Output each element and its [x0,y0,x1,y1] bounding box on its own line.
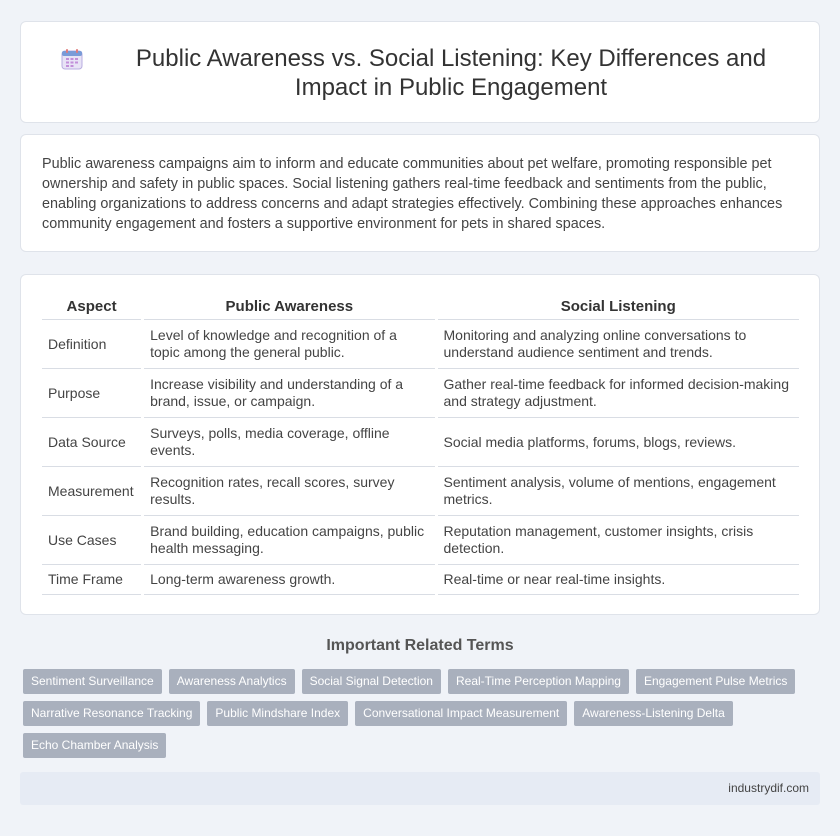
footer-site-link[interactable]: industrydif.com [728,781,809,795]
related-term-tag[interactable]: Awareness Analytics [169,669,295,694]
row-public-awareness: Increase visibility and understanding of a brand, issue, or campaign. [144,369,434,418]
table-header-row [42,294,799,320]
related-terms-list [23,669,823,765]
row-aspect: Definition [42,320,141,369]
row-public-awareness: Long-term awareness growth. [144,565,434,595]
title-card [20,21,820,123]
table-row [42,369,799,418]
row-social-listening: Monitoring and analyzing online conversations to understand audience sentiment and trends. [438,320,800,369]
related-term-tag[interactable]: Engagement Pulse Metrics [636,669,795,694]
related-terms-heading: Important Related Terms [326,637,514,654]
related-term-tag[interactable]: Public Mindshare Index [207,701,348,726]
row-social-listening: Social media platforms, forums, blogs, reviews. [438,418,800,467]
column-header-social-listening: Social Listening [438,294,800,320]
table-row [42,565,799,595]
row-aspect: Purpose [42,369,141,418]
row-public-awareness: Surveys, polls, media coverage, offline events. [144,418,434,467]
related-term-tag[interactable]: Real-Time Perception Mapping [448,669,629,694]
row-social-listening: Real-time or near real-time insights. [438,565,800,595]
column-header-public-awareness: Public Awareness [144,294,434,320]
column-header-aspect: Aspect [42,294,141,320]
row-aspect: Measurement [42,467,141,516]
row-public-awareness: Level of knowledge and recognition of a topic among the general public. [144,320,434,369]
related-term-tag[interactable]: Conversational Impact Measurement [355,701,567,726]
row-aspect: Data Source [42,418,141,467]
row-aspect: Use Cases [42,516,141,565]
row-public-awareness: Recognition rates, recall scores, survey results. [144,467,434,516]
page-title: Public Awareness vs. Social Listening: Key Differences and Impact in Public Engagement [135,45,767,101]
table-row [42,516,799,565]
row-social-listening: Sentiment analysis, volume of mentions, engagement metrics. [438,467,800,516]
row-social-listening: Gather real-time feedback for informed decision-making and strategy adjustment. [438,369,800,418]
related-term-tag[interactable]: Social Signal Detection [302,669,441,694]
intro-paragraph: Public awareness campaigns aim to inform and educate communities about pet welfare, promoting responsible pet ownership and safety in public spaces. Social listening gathers real-time feedback and sentiments from the public, enabling organizations to address concerns and adapt strategies effectively. Combining these approaches enhances community engagement and fosters a supportive environment for pets in shared spaces. [42,156,783,232]
intro-card [20,134,820,252]
related-term-tag[interactable]: Sentiment Surveillance [23,669,162,694]
table-row [42,467,799,516]
footer-bar [20,772,820,805]
table-row [42,320,799,369]
table-row [42,418,799,467]
row-public-awareness: Brand building, education campaigns, public health messaging. [144,516,434,565]
comparison-table [42,294,799,595]
related-term-tag[interactable]: Awareness-Listening Delta [574,701,733,726]
related-term-tag[interactable]: Echo Chamber Analysis [23,733,166,758]
row-social-listening: Reputation management, customer insights, crisis detection. [438,516,800,565]
comparison-card [20,274,820,615]
calendar-icon [61,48,83,70]
row-aspect: Time Frame [42,565,141,595]
related-term-tag[interactable]: Narrative Resonance Tracking [23,701,200,726]
